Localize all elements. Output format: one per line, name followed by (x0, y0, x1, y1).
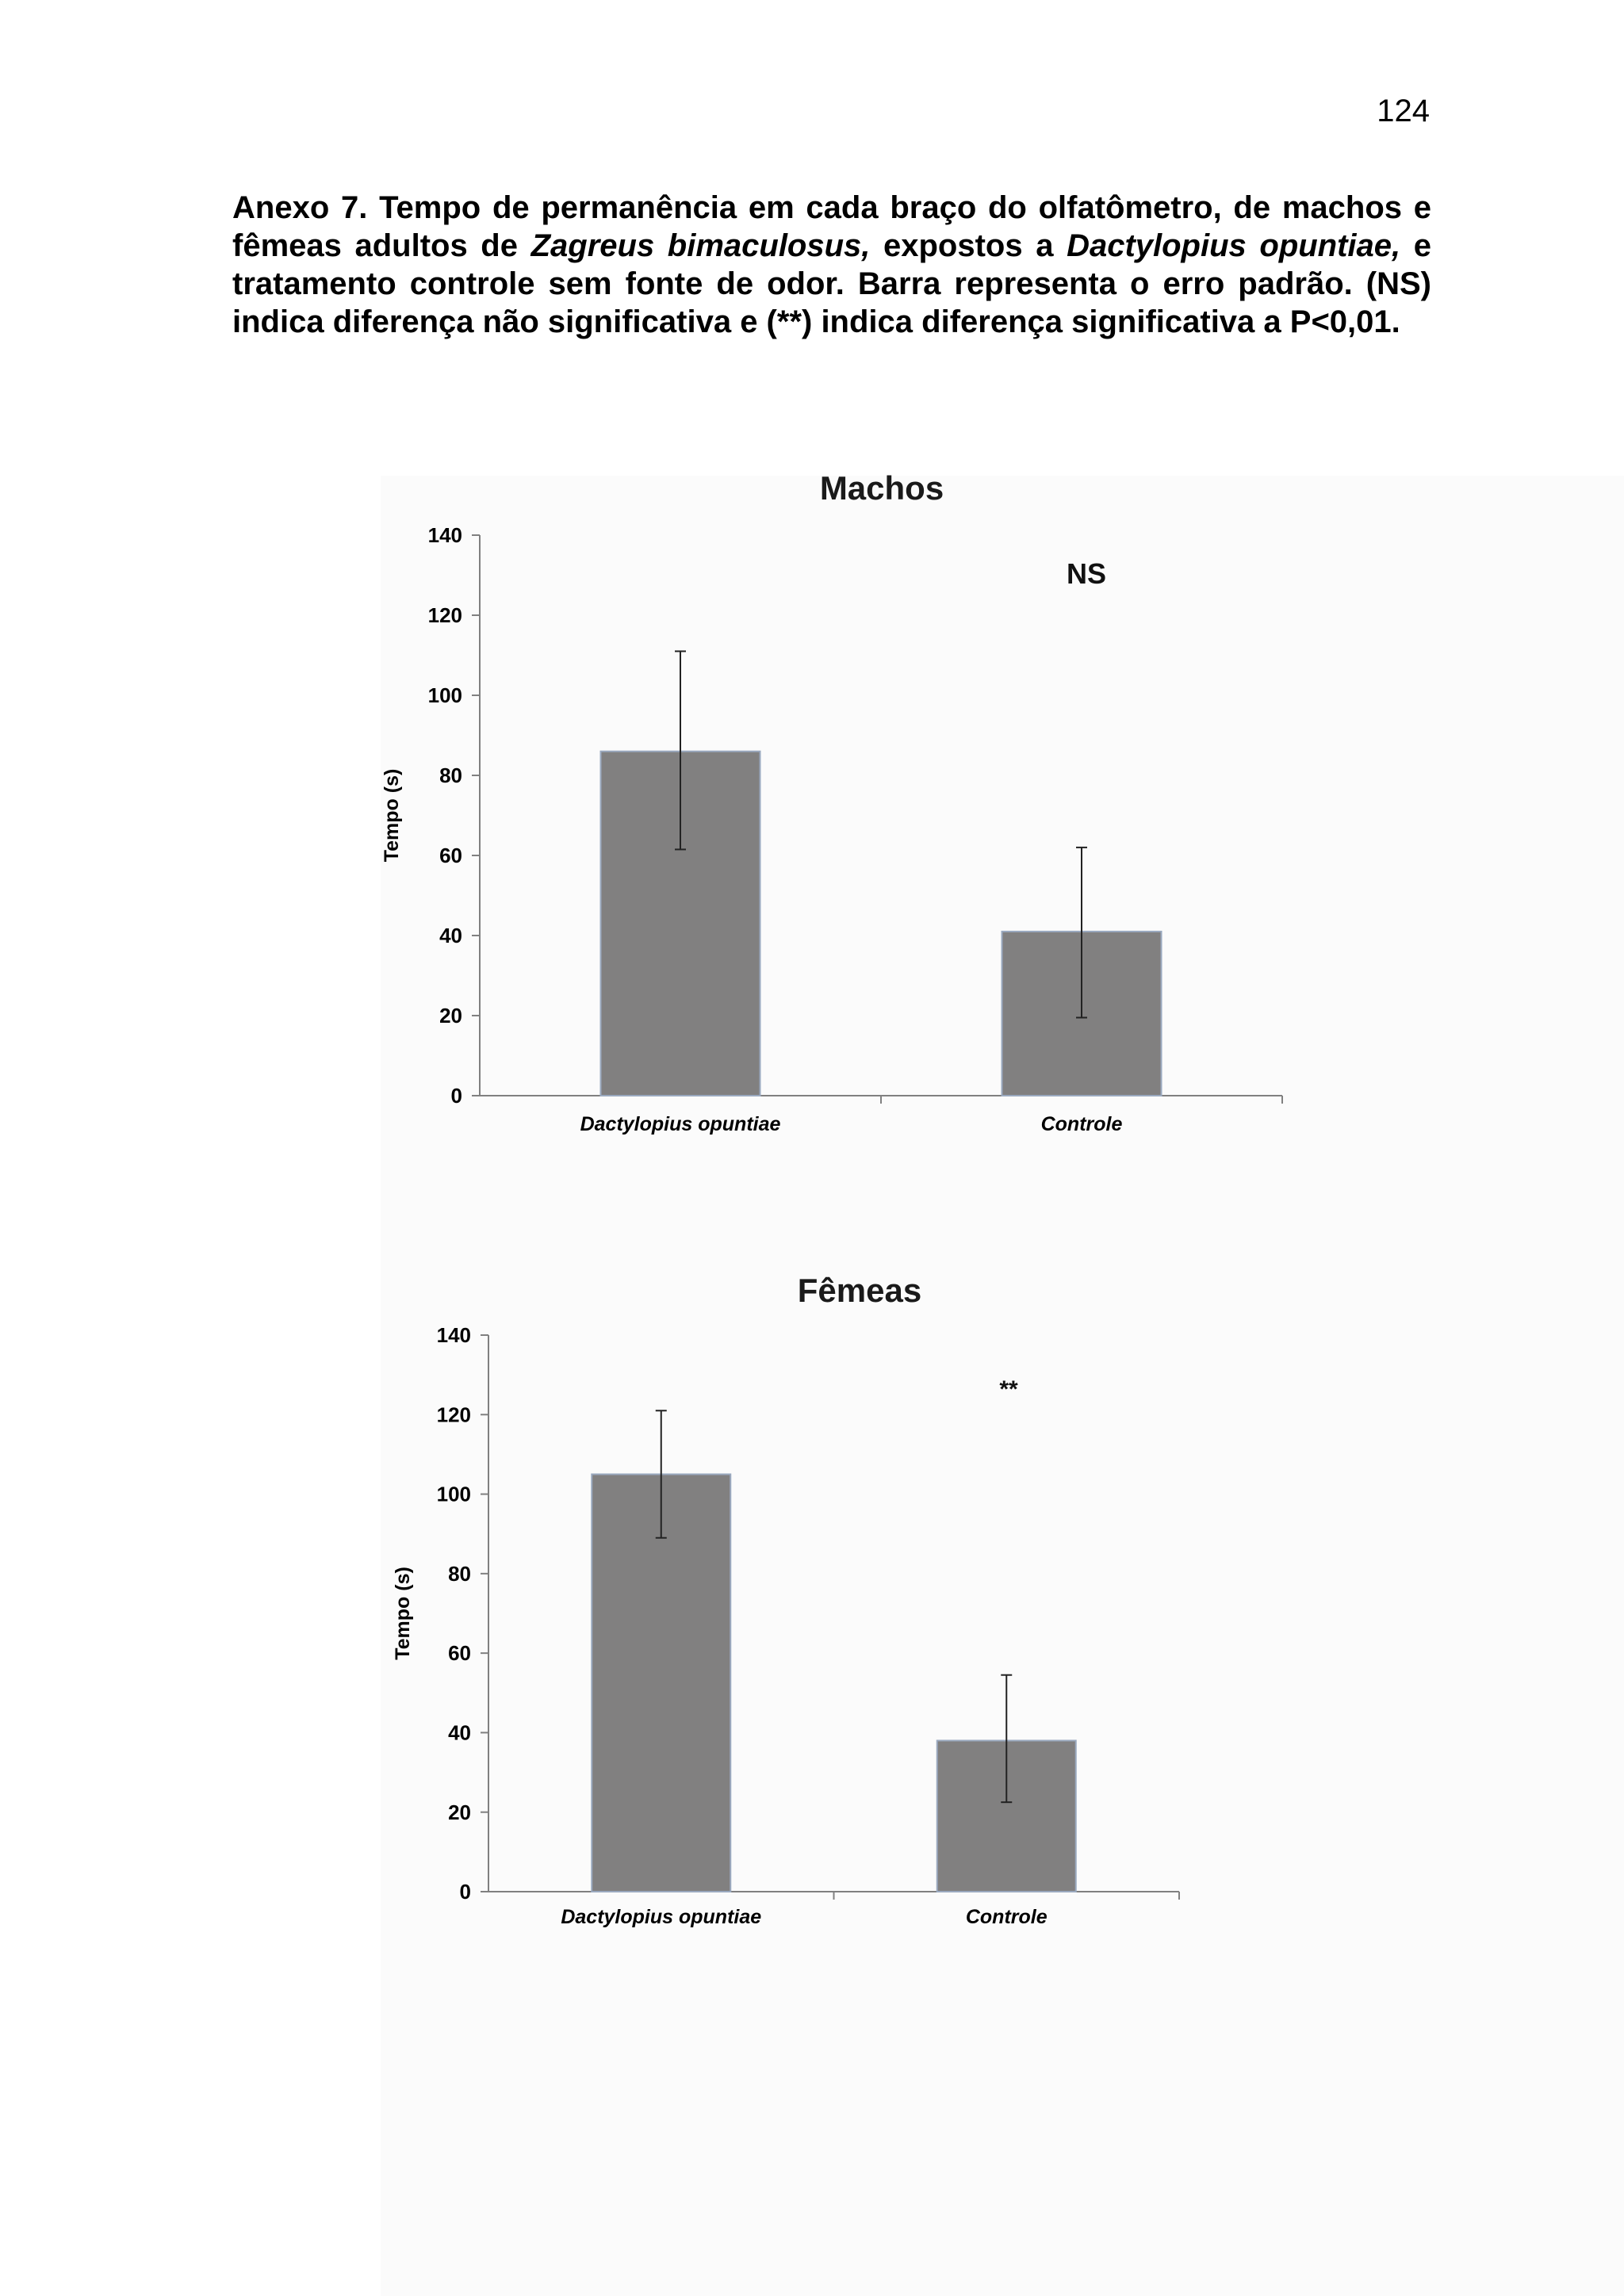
y-tick-label: 120 (427, 603, 462, 628)
y-axis-label: Tempo (s) (381, 768, 403, 863)
caption-species-1: Zagreus bimaculosus, (530, 228, 871, 263)
significance-annotation: NS (1066, 557, 1107, 590)
y-tick-label: 0 (459, 1880, 471, 1904)
category-label: Dactylopius opuntiae (561, 1906, 762, 1928)
y-tick-label: 40 (439, 924, 462, 948)
y-tick-label: 80 (439, 763, 462, 788)
y-tick-label: 100 (436, 1482, 471, 1506)
y-tick-label: 80 (448, 1561, 471, 1586)
chart-title: Fêmeas (797, 1272, 922, 1309)
caption-text-2: expostos a (870, 228, 1067, 263)
category-label: Controle (965, 1906, 1048, 1928)
y-tick-label: 0 (450, 1084, 462, 1108)
significance-annotation: ** (999, 1376, 1018, 1402)
y-tick-label: 140 (436, 1323, 471, 1348)
caption-species-2: Dactylopius opuntiae, (1067, 228, 1401, 263)
y-tick-label: 140 (427, 523, 462, 548)
caption-text-3: e tratamento controle sem fonte de odor. Barra representa o erro padrão. (NS) indica diferença não significativa e (**) indica diferença significativa a P<0,01. (232, 228, 1431, 339)
caption-text-1: Anexo 7. Tempo de permanência em cada braço do olfatômetro, de machos e fêmeas adultos de (232, 190, 1431, 263)
category-label: Controle (1040, 1113, 1123, 1135)
y-tick-label: 20 (439, 1004, 462, 1028)
y-tick-label: 20 (448, 1800, 471, 1824)
y-tick-label: 60 (439, 844, 462, 868)
y-axis-label: Tempo (s) (392, 1567, 414, 1660)
page-number: 124 (1377, 94, 1430, 128)
y-tick-label: 100 (427, 683, 462, 708)
y-tick-label: 120 (436, 1402, 471, 1427)
category-label: Dactylopius opuntiae (580, 1113, 781, 1135)
y-tick-label: 60 (448, 1641, 471, 1666)
chart-title: Machos (819, 469, 944, 507)
y-tick-label: 40 (448, 1720, 471, 1745)
